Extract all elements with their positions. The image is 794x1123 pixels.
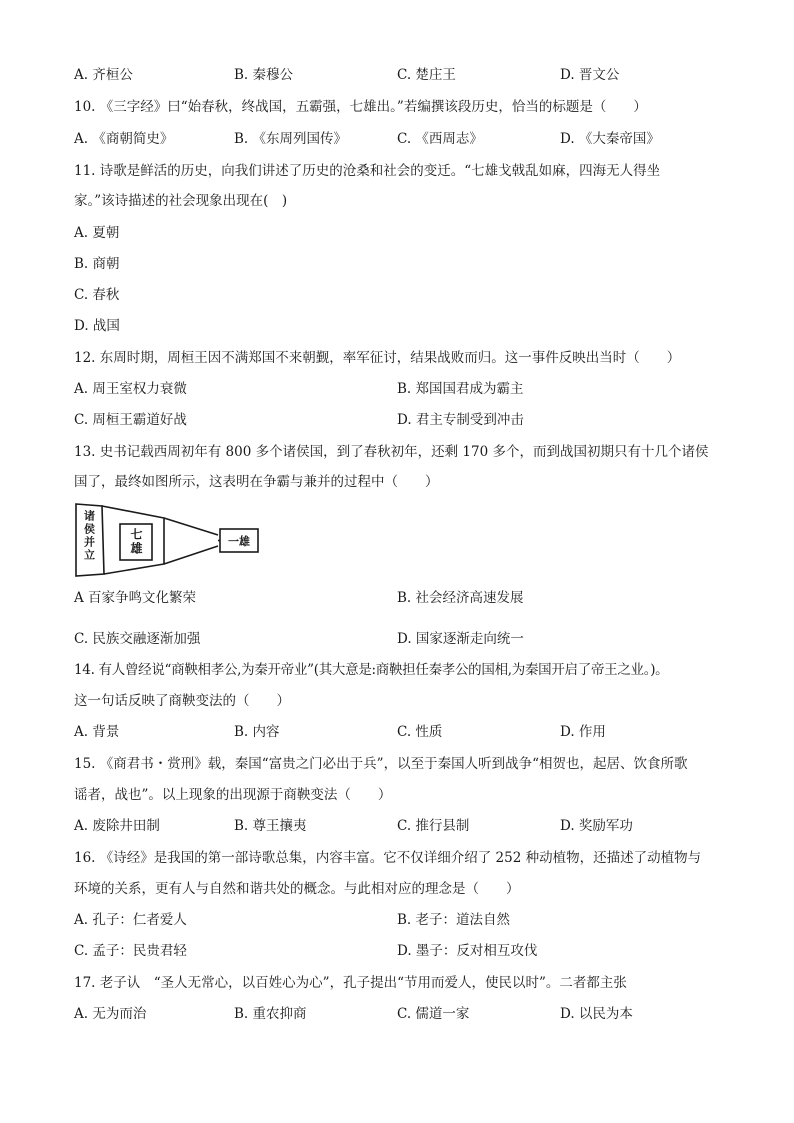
q9-option-a: A. 齐桓公 — [74, 67, 133, 83]
q14-option-a: A. 背景 — [74, 724, 120, 740]
q17-option-a: A. 无为而治 — [74, 1006, 147, 1022]
q13-stem-line2: 国了，最终如图所示，这表明在争霸与兼并的过程中（ ） — [74, 474, 439, 490]
q15-option-c: C. 推行县制 — [397, 818, 470, 834]
q17-stem: 17. 老子认 “圣人无常心，以百姓心为心”，孔子提出“节用而爱人，使民以时”。二者都主张 — [74, 975, 627, 991]
q15-option-b: B. 尊王攘夷 — [234, 818, 307, 834]
q16-option-d: D. 墨子：反对相互攻伐 — [397, 943, 538, 959]
q15-option-a: A. 废除井田制 — [74, 818, 160, 834]
diagram-funnel — [164, 518, 218, 564]
q10-option-d: D. 《大秦帝国》 — [560, 131, 660, 147]
q9-option-c: C. 楚庄王 — [397, 67, 456, 83]
q11-option-d: D. 战国 — [74, 318, 120, 334]
q10-option-a: A. 《商朝简史》 — [74, 131, 174, 147]
q14-option-b: B. 内容 — [234, 724, 280, 740]
q13-option-a: A 百家争鸣文化繁荣 — [74, 590, 197, 606]
q9-option-b: B. 秦穆公 — [234, 67, 294, 83]
q13-stem-line1: 13. 史书记载西周初年有 800 多个诸侯国，到了春秋初年，还剩 170 多个，而到战国初期只有十几个诸侯 — [74, 444, 709, 460]
diagram-middle-label: 七雄 — [129, 528, 143, 556]
q16-option-b: B. 老子：道法自然 — [397, 912, 511, 928]
q14-option-d: D. 作用 — [560, 724, 606, 740]
q11-stem-line1: 11. 诗歌是鲜活的历史，向我们讲述了历史的沧桑和社会的变迁。“七雄戈戟乱如麻，四海无人得坐 — [74, 163, 661, 179]
q15-stem-line2: 谣者，战也”。以上现象的出现源于商鞅变法（ ） — [74, 787, 392, 803]
q12-option-d: D. 君主专制受到冲击 — [397, 412, 524, 428]
q13-option-b: B. 社会经济高速发展 — [397, 590, 524, 606]
q13-option-d: D. 国家逐渐走向统一 — [397, 631, 524, 647]
q12-option-c: C. 周桓王霸道好战 — [74, 412, 187, 428]
q12-stem: 12. 东周时期，周桓王因不满郑国不来朝觐，率军征讨，结果战败而归。这一事件反映出当时（ ） — [74, 350, 681, 366]
q10-option-c: C. 《西周志》 — [397, 131, 483, 147]
q17-option-d: D. 以民为本 — [560, 1006, 633, 1022]
q13-option-c: C. 民族交融逐渐加强 — [74, 631, 201, 647]
q15-stem-line1: 15. 《商君书・赏刑》载，秦国“富贵之门必出于兵”，以至于秦国人听到战争“相贺也，起居、饮食所歌 — [74, 756, 688, 772]
q16-option-a: A. 孔子：仁者爱人 — [74, 912, 187, 928]
diagram-right-label: 一雄 — [228, 535, 250, 548]
q10-option-b: B. 《东周列国传》 — [234, 131, 348, 147]
q10-stem: 10. 《三字经》曰“始春秋，终战国，五霸强，七雄出。”若编撰该段历史，恰当的标题是（ ） — [74, 99, 647, 115]
q11-option-c: C. 春秋 — [74, 287, 120, 303]
q16-stem-line1: 16. 《诗经》是我国的第一部诗歌总集，内容丰富。它不仅详细介绍了 252 种动植物，还描述了动植物与 — [74, 850, 702, 866]
q14-option-c: C. 性质 — [397, 724, 443, 740]
diagram-left-label: 诸侯并立 — [82, 510, 96, 562]
q16-option-c: C. 孟子：民贵君轻 — [74, 943, 187, 959]
q15-option-d: D. 奖励军功 — [560, 818, 633, 834]
q17-option-c: C. 儒道一家 — [397, 1006, 470, 1022]
q16-stem-line2: 环境的关系，更有人与自然和谐共处的概念。与此相对应的理念是（ ） — [74, 881, 520, 897]
q14-stem-line1: 14. 有人曾经说“商鞅相孝公,为秦开帝业”(其大意是:商鞅担任秦孝公的国相,为秦国开启了帝王之业。)。 — [74, 662, 669, 678]
q9-option-d: D. 晋文公 — [560, 67, 620, 83]
q11-option-b: B. 商朝 — [74, 256, 120, 272]
q11-option-a: A. 夏朝 — [74, 225, 120, 241]
q14-stem-line2: 这一句话反映了商鞅变法的（ ） — [74, 693, 290, 709]
q11-stem-line2: 家。”该诗描述的社会现象出现在( ) — [74, 193, 288, 209]
q17-option-b: B. 重农抑商 — [234, 1006, 307, 1022]
q12-option-b: B. 郑国国君成为霸主 — [397, 381, 524, 397]
unification-diagram — [72, 502, 262, 578]
q12-option-a: A. 周王室权力衰微 — [74, 381, 187, 397]
